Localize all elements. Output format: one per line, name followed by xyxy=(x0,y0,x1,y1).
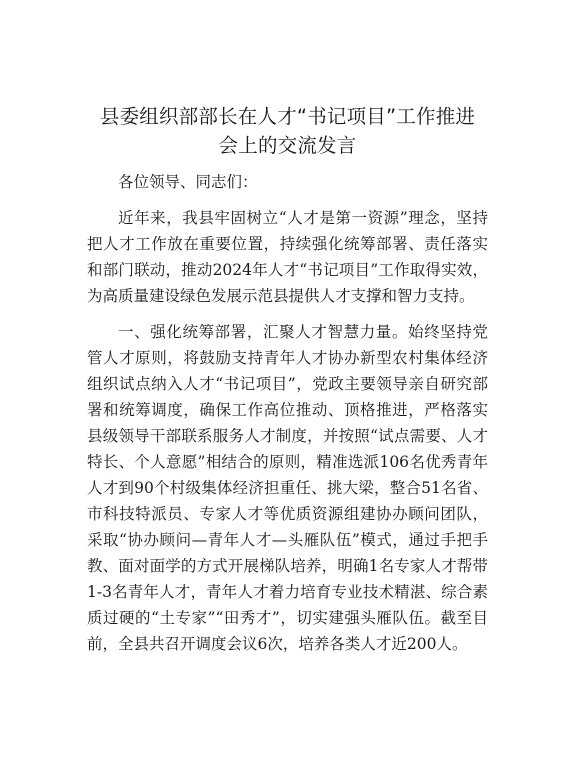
title-line-2: 会上的交流发言 xyxy=(218,134,357,157)
greeting: 各位领导、同志们： xyxy=(118,173,258,191)
title-line-1: 县委组织部部长在人才“书记项目”工作推进 xyxy=(99,105,476,128)
paragraph-section-1: 一、强化统筹部署，汇聚人才智慧力量。始终坚持党管人才原则，将鼓励支持青年人才协办新型农村集体经济组织试点纳入人才“书记项目”，党政主要领导亲自研究部署和统筹调度，确保工作高位推动、顶格推进，严格落实县级领导干部联系服务人才制度，并按照“试点需要、人才特长、个人意愿”相结合的原则，精准选派106名优秀青年人才到90个村级集体经济担重任、挑大梁，整合51名省、市科技特派员、专家人才等优质资源组建协办顾问团队，采取“协办顾问—青年人才—头雁队伍”模式，通过手把手教、面对面学的方式开展梯队培养，明确1名专家人才帮带1-3名青年人才，青年人才着力培育专业技术精湛、综合素质过硬的“土专家”“田秀才”，切实建强头雁队伍。截至目前，全县共召开调度会议6次，培养各类人才近200人。 xyxy=(87,323,488,653)
document-title xyxy=(87,102,488,160)
paragraph-intro: 近年来，我县牢固树立“人才是第一资源”理念，坚持把人才工作放在重要位置，持续强化统筹部署、责任落实和部门联动，推动2024年人才“书记项目”工作取得实效，为高质量建设绿色发展示范县提供人才支撑和智力支持。 xyxy=(87,209,488,305)
